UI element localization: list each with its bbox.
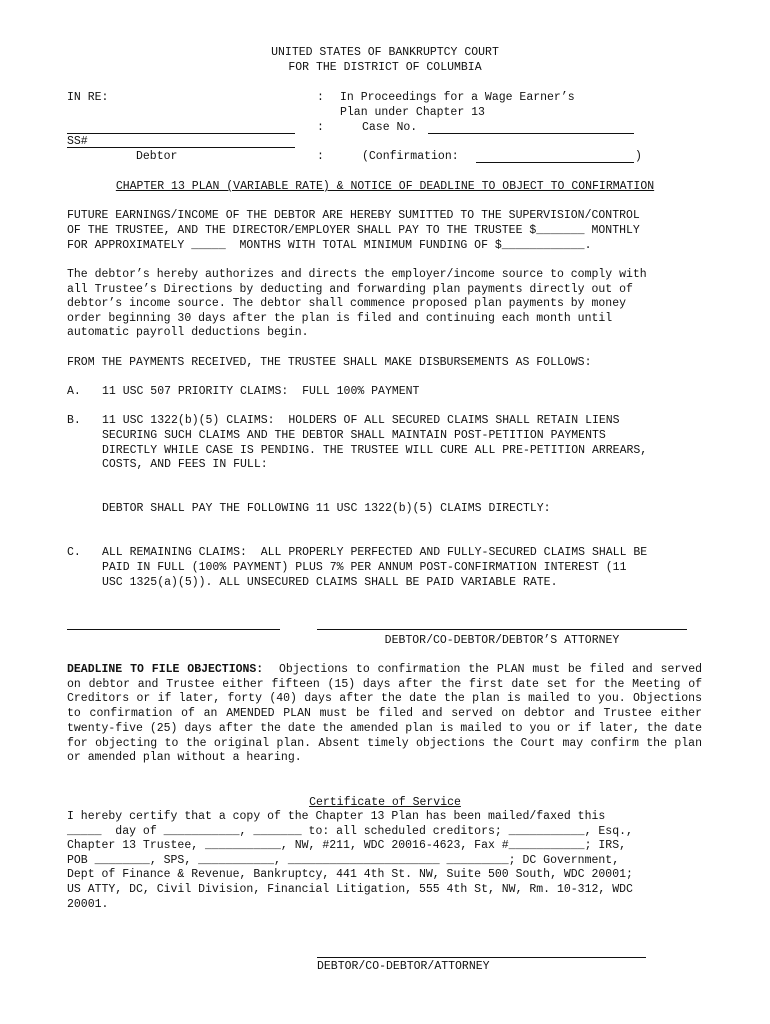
certificate-line-1: I hereby certify that a copy of the Chapter 13 Plan has been mailed/faxed this	[67, 810, 606, 823]
item-b-line-2: SECURING SUCH CLAIMS AND THE DEBTOR SHALL MAINTAIN POST-PETITION PAYMENTS	[102, 429, 606, 442]
certificate-line-3: Chapter 13 Trustee, ___________, NW, #211, WDC 20016-4623, Fax #___________; IRS,	[67, 839, 626, 852]
ss-line[interactable]	[67, 147, 295, 148]
certificate-heading: Certificate of Service	[309, 796, 461, 809]
authorization-line-4: order beginning 30 days after the plan is filed and continuing each month until	[67, 312, 613, 325]
in-re-label: IN RE:	[67, 91, 109, 104]
date-signature-line[interactable]	[67, 629, 280, 630]
caption-colon: :	[317, 91, 324, 104]
confirmation-close: )	[635, 150, 642, 163]
ss-label: SS#	[67, 135, 88, 148]
item-c-line-2: PAID IN FULL (100% PAYMENT) PLUS 7% PER ANNUM POST-CONFIRMATION INTEREST (11	[102, 561, 627, 574]
certificate-line-7: 20001.	[67, 898, 109, 911]
deadline-heading: DEADLINE TO FILE OBJECTIONS:	[67, 663, 264, 676]
plan-title: CHAPTER 13 PLAN (VARIABLE RATE) & NOTICE OF DEADLINE TO OBJECT TO CONFIRMATION	[115, 180, 655, 193]
certificate-line-6: US ATTY, DC, Civil Division, Financial Litigation, 555 4th St, NW, Rm. 10-312, WDC	[67, 883, 633, 896]
deadline-text: Objections to confirmation the PLAN must be filed and served on debtor and Trustee either fifteen (15) days after the first date set for the Meeting of Creditors or if later, forty (40) days after the date the plan is mailed to you. Objections to confirmation of an AMENDED PLAN must be filed and served on debtor and Trustee either twenty-five (25) days after the date the amended plan is mailed to you or if later, the date for objecting to the original plan. Absent timely objections the Court may confirm the plan or amended plan without a hearing.	[67, 663, 703, 765]
caption-colon: :	[317, 150, 324, 163]
item-b-line-4: COSTS, AND FEES IN FULL:	[102, 458, 268, 471]
confirmation-label: (Confirmation:	[362, 150, 459, 163]
future-earnings-line-1: FUTURE EARNINGS/INCOME OF THE DEBTOR ARE HEREBY SUMITTED TO THE SUPERVISION/CONTROL	[67, 209, 640, 222]
case-no-label: Case No.	[362, 121, 418, 134]
signature-label-1: DEBTOR/CO-DEBTOR/DEBTOR’S ATTORNEY	[384, 634, 620, 647]
authorization-line-5: automatic payroll deductions begin.	[67, 326, 309, 339]
authorization-line-1: The debtor’s hereby authorizes and directs the employer/income source to comply with	[67, 268, 647, 281]
future-earnings-line-2: OF THE TRUSTEE, AND THE DIRECTOR/EMPLOYER SHALL PAY TO THE TRUSTEE $_______ MONTHLY	[67, 224, 640, 237]
caption-colon: :	[317, 121, 324, 134]
disbursements-intro: FROM THE PAYMENTS RECEIVED, THE TRUSTEE SHALL MAKE DISBURSEMENTS AS FOLLOWS:	[67, 356, 592, 369]
court-name: UNITED STATES OF BANKRUPTCY COURT	[271, 46, 499, 59]
item-c-line-3: USC 1325(a)(5)). ALL UNSECURED CLAIMS SHALL BE PAID VARIABLE RATE.	[102, 576, 558, 589]
certificate-signature-line[interactable]	[317, 957, 646, 958]
case-no-line[interactable]	[428, 133, 634, 134]
authorization-line-3: debtor’s income source. The debtor shall commence proposed plan payments by money	[67, 297, 626, 310]
item-a-text: 11 USC 507 PRIORITY CLAIMS: FULL 100% PAYMENT	[102, 385, 420, 398]
item-b-line-1: 11 USC 1322(b)(5) CLAIMS: HOLDERS OF ALL SECURED CLAIMS SHALL RETAIN LIENS	[102, 414, 620, 427]
item-a-letter: A.	[67, 385, 81, 398]
item-c-letter: C.	[67, 546, 81, 559]
certificate-line-4: POB ________, SPS, ___________, ______________________ _________; DC Government,	[67, 854, 620, 867]
certificate-line-2: _____ day of ___________, _______ to: all scheduled creditors; ___________, Esq.,	[67, 825, 633, 838]
certificate-line-5: Dept of Finance & Revenue, Bankruptcy, 441 4th St. NW, Suite 500 South, WDC 20001;	[67, 868, 633, 881]
proceedings-line-1: In Proceedings for a Wage Earner’s	[340, 91, 575, 104]
debtor-label: Debtor	[136, 150, 178, 163]
debtor-name-line[interactable]	[67, 133, 295, 134]
item-b-direct-claims: DEBTOR SHALL PAY THE FOLLOWING 11 USC 1322(b)(5) CLAIMS DIRECTLY:	[102, 502, 551, 515]
court-district: FOR THE DISTRICT OF COLUMBIA	[288, 61, 482, 74]
confirmation-date-line[interactable]	[476, 162, 634, 163]
attorney-signature-line[interactable]	[317, 629, 687, 630]
item-c-line-1: ALL REMAINING CLAIMS: ALL PROPERLY PERFECTED AND FULLY-SECURED CLAIMS SHALL BE	[102, 546, 648, 559]
authorization-line-2: all Trustee’s Directions by deducting and forwarding plan payments directly out of	[67, 283, 633, 296]
item-b-line-3: DIRECTLY WHILE CASE IS PENDING. THE TRUSTEE WILL CURE ALL PRE-PETITION ARREARS,	[102, 444, 648, 457]
deadline-paragraph	[67, 663, 702, 766]
item-b-letter: B.	[67, 414, 81, 427]
proceedings-line-2: Plan under Chapter 13	[340, 106, 485, 119]
future-earnings-line-3: FOR APPROXIMATELY _____ MONTHS WITH TOTAL MINIMUM FUNDING OF $____________.	[67, 239, 592, 252]
signature-label-2: DEBTOR/CO-DEBTOR/ATTORNEY	[317, 960, 490, 973]
